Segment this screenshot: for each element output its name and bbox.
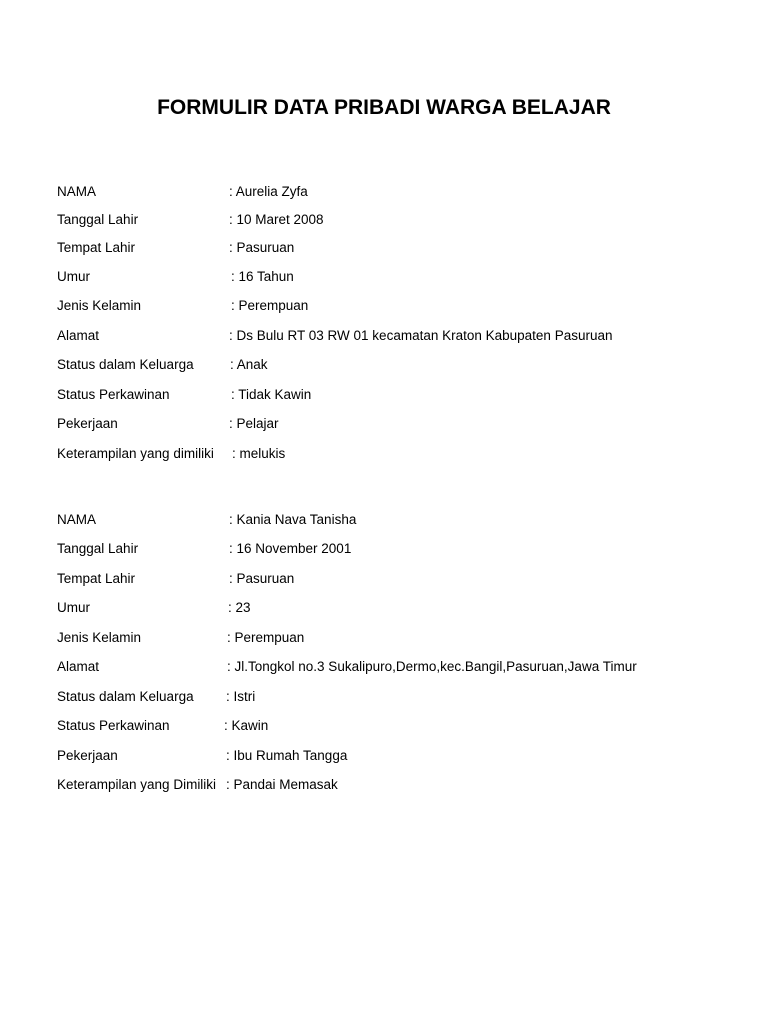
field-label: Jenis Kelamin: [57, 298, 142, 313]
field-value: : 16 Tahun: [231, 269, 294, 284]
field-value: : Jl.Tongkol no.3 Sukalipuro,Dermo,kec.Bangil,Pasuruan,Jawa Timur: [227, 659, 637, 674]
field-label: Tanggal Lahir: [57, 541, 139, 556]
field-value: : Aurelia Zyfa: [229, 184, 308, 199]
field-label: Tanggal Lahir: [57, 212, 139, 227]
field-value: : Pelajar: [229, 416, 279, 431]
field-label: Jenis Kelamin: [57, 630, 142, 645]
field-label: Alamat: [57, 659, 100, 674]
field-label: Tempat Lahir: [57, 240, 136, 255]
field-label: Keterampilan yang Dimiliki: [57, 777, 217, 792]
field-label: Keterampilan yang dimiliki: [57, 446, 214, 461]
field-label: Status Perkawinan: [57, 387, 170, 402]
field-value: : Kania Nava Tanisha: [229, 512, 357, 527]
field-label: Status Perkawinan: [57, 718, 170, 733]
field-label: Status dalam Keluarga: [57, 357, 194, 372]
field-value: : Perempuan: [231, 298, 309, 313]
field-label: NAMA: [57, 512, 97, 527]
field-value: : Anak: [230, 357, 268, 372]
field-label: Umur: [57, 269, 90, 284]
field-label: Tempat Lahir: [57, 571, 136, 586]
field-label: NAMA: [57, 184, 97, 199]
document-title: FORMULIR DATA PRIBADI WARGA BELAJAR: [157, 96, 611, 119]
field-value: : Ds Bulu RT 03 RW 01 kecamatan Kraton Kabupaten Pasuruan: [229, 328, 613, 343]
field-value: : Pasuruan: [229, 571, 295, 586]
field-label: Alamat: [57, 328, 100, 343]
field-value: : Ibu Rumah Tangga: [226, 748, 348, 763]
field-value: : Istri: [226, 689, 256, 704]
field-value: : Kawin: [224, 718, 269, 733]
field-label: Status dalam Keluarga: [57, 689, 194, 704]
field-value: : 16 November 2001: [229, 541, 352, 556]
field-value: : Pasuruan: [229, 240, 295, 255]
field-value: : 10 Maret 2008: [229, 212, 324, 227]
field-value: : Perempuan: [227, 630, 305, 645]
field-label: Umur: [57, 600, 90, 615]
field-label: Pekerjaan: [57, 748, 118, 763]
field-value: : Tidak Kawin: [231, 387, 312, 402]
field-value: : Pandai Memasak: [226, 777, 338, 792]
field-value: : melukis: [232, 446, 286, 461]
field-value: : 23: [228, 600, 251, 615]
field-label: Pekerjaan: [57, 416, 118, 431]
